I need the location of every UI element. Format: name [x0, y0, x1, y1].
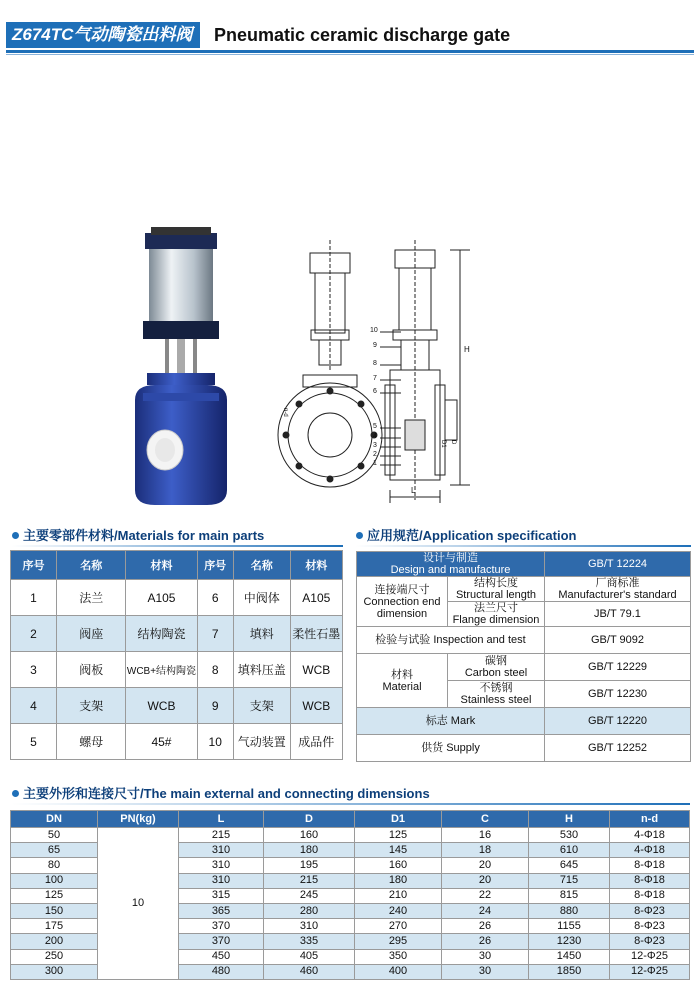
- bullet-icon: [12, 532, 19, 539]
- cell: 1230: [529, 934, 610, 949]
- cell: 45#: [126, 724, 197, 760]
- spec-table: [356, 551, 691, 762]
- spec-supply-label: 供货 Supply: [357, 735, 545, 762]
- cell: 法兰: [57, 580, 126, 616]
- cell: 125: [11, 888, 98, 903]
- cell: 支架: [57, 688, 126, 724]
- cell: 7: [197, 616, 233, 652]
- cell: 1: [11, 580, 57, 616]
- cell: 20: [442, 858, 529, 873]
- cell: WCB: [290, 652, 342, 688]
- spec-struct-value: [545, 577, 691, 602]
- spec-row-struct: [357, 577, 691, 602]
- cell: 阀板: [57, 652, 126, 688]
- cell: 280: [264, 903, 355, 918]
- spec-title-rule: [356, 545, 691, 547]
- cell: 螺母: [57, 724, 126, 760]
- materials-title-text: 主要零部件材料/Materials for main parts: [23, 528, 265, 543]
- cell: 480: [179, 964, 264, 979]
- part-number-9: 9: [373, 342, 377, 349]
- header-name: 名称: [57, 551, 126, 580]
- cell: WCB: [126, 688, 197, 724]
- cell: 215: [179, 828, 264, 843]
- cell: 370: [179, 934, 264, 949]
- cell: 400: [355, 964, 442, 979]
- spec-carbon-label: [448, 654, 545, 681]
- cell: 150: [11, 903, 98, 918]
- cell: 270: [355, 919, 442, 934]
- header-material: 材料: [126, 551, 197, 580]
- part-number-8: 8: [373, 360, 377, 367]
- cell: 2: [11, 616, 57, 652]
- spec-flange-en: Flange dimension: [452, 614, 540, 626]
- header-nd: n-d: [610, 811, 690, 828]
- english-title: Pneumatic ceramic discharge gate: [214, 25, 511, 45]
- cell: 310: [179, 858, 264, 873]
- cell: 180: [355, 873, 442, 888]
- spec-inspect-value: GB/T 9092: [545, 627, 691, 654]
- header-rule-thin: [6, 54, 694, 55]
- spec-struct-value-en: Manufacturer's standard: [558, 589, 677, 601]
- part-number-7: 7: [373, 375, 377, 382]
- cell: 30: [442, 964, 529, 979]
- table-row: [11, 724, 343, 760]
- cell: 1155: [529, 919, 610, 934]
- cell: 5: [11, 724, 57, 760]
- cell: 4: [11, 688, 57, 724]
- header-no: 序号: [11, 551, 57, 580]
- cell: 20: [442, 873, 529, 888]
- model-title: Z674TC气动陶瓷出料阀: [6, 22, 200, 48]
- cell: 填料压盖: [233, 652, 290, 688]
- spec-inspect-label: 检验与试验 Inspection and test: [357, 627, 545, 654]
- cell: 30: [442, 949, 529, 964]
- cell: WCB: [290, 688, 342, 724]
- part-number-5: 5: [373, 423, 377, 430]
- spec-material-cn: 材料: [391, 668, 413, 681]
- cell: 200: [11, 934, 98, 949]
- part-number-4: 4: [373, 433, 377, 440]
- spec-material-label: [357, 654, 448, 708]
- cell: 结构陶瓷: [126, 616, 197, 652]
- materials-title-rule: [12, 545, 343, 547]
- spec-stainless-label: [448, 681, 545, 708]
- cell: 成品件: [290, 724, 342, 760]
- part-number-2: 2: [373, 451, 377, 458]
- cell: 8-Φ18: [610, 858, 690, 873]
- spec-flange-cn: 法兰尺寸: [474, 602, 518, 614]
- dimensions-title-text: 主要外形和连接尺寸/The main external and connecting dimensions: [23, 786, 430, 801]
- spec-material-en: Material: [382, 680, 422, 693]
- cell: 1450: [529, 949, 610, 964]
- table-row: [11, 688, 343, 724]
- cell: 8: [197, 652, 233, 688]
- spec-struct-label: [448, 577, 545, 602]
- cell: 气动装置: [233, 724, 290, 760]
- cell: 22: [442, 888, 529, 903]
- cell: 8-Φ23: [610, 919, 690, 934]
- cell: 250: [11, 949, 98, 964]
- cell: 405: [264, 949, 355, 964]
- dimension-label-d: D: [450, 440, 456, 445]
- header-no: 序号: [197, 551, 233, 580]
- cell: 350: [355, 949, 442, 964]
- spec-row-design: [357, 552, 691, 577]
- spec-carbon-cn: 碳钢: [485, 655, 507, 667]
- cell: 8-Φ18: [610, 873, 690, 888]
- cell: 180: [264, 843, 355, 858]
- cell: A105: [290, 580, 342, 616]
- dimensions-table: [10, 810, 690, 980]
- spec-flange-value: JB/T 79.1: [545, 602, 691, 627]
- cell: 100: [11, 873, 98, 888]
- cell: 50: [11, 828, 98, 843]
- table-header-row: [11, 551, 343, 580]
- cell: 8-Φ23: [610, 934, 690, 949]
- header-dn: DN: [11, 811, 98, 828]
- cell: 240: [355, 903, 442, 918]
- spec-flange-label: [448, 602, 545, 627]
- header-h: H: [529, 811, 610, 828]
- cell: 530: [529, 828, 610, 843]
- cell: 335: [264, 934, 355, 949]
- cell: 10: [197, 724, 233, 760]
- header-name: 名称: [233, 551, 290, 580]
- cell: 195: [264, 858, 355, 873]
- dimension-label-d1: D1: [440, 440, 446, 448]
- spec-struct-en: Structural length: [455, 589, 537, 601]
- cell: 160: [355, 858, 442, 873]
- header-material: 材料: [290, 551, 342, 580]
- table-row: [11, 616, 343, 652]
- cell: 370: [179, 919, 264, 934]
- cell: 315: [179, 888, 264, 903]
- spec-mark-value: GB/T 12220: [545, 708, 691, 735]
- spec-conn-en2: dimension: [376, 607, 428, 620]
- spec-design-en: Design and manufacture: [390, 564, 511, 576]
- cell: 815: [529, 888, 610, 903]
- cell: 310: [179, 843, 264, 858]
- cell: 4-Φ18: [610, 843, 690, 858]
- cell: 645: [529, 858, 610, 873]
- spec-conn-en1: Connection end: [363, 595, 441, 608]
- cell: 125: [355, 828, 442, 843]
- technical-drawing: [275, 235, 475, 510]
- spec-struct-cn: 结构长度: [474, 577, 518, 589]
- cell: 12-Φ25: [610, 964, 690, 979]
- bullet-icon: [356, 532, 363, 539]
- dimension-label-h: H: [464, 345, 470, 354]
- cell: 8-Φ23: [610, 903, 690, 918]
- table-header-row: [11, 811, 690, 828]
- header-l: L: [179, 811, 264, 828]
- cell: 1850: [529, 964, 610, 979]
- cell: 4-Φ18: [610, 828, 690, 843]
- spec-title-text: 应用规范/Application specification: [367, 528, 577, 543]
- part-number-3: 3: [373, 442, 377, 449]
- spec-design-cn: 设计与制造: [423, 552, 478, 564]
- cell-pn: 10: [98, 828, 179, 980]
- cell: 支架: [233, 688, 290, 724]
- part-number-10: 10: [370, 327, 378, 334]
- cell: 80: [11, 858, 98, 873]
- spec-row-supply: [357, 735, 691, 762]
- cell: 填料: [233, 616, 290, 652]
- spec-carbon-value: GB/T 12229: [545, 654, 691, 681]
- spec-design-label: [357, 552, 545, 577]
- part-number-1: 1: [373, 460, 377, 467]
- cell: 175: [11, 919, 98, 934]
- table-row: [11, 828, 690, 843]
- cell: 18: [442, 843, 529, 858]
- spec-row-mark: [357, 708, 691, 735]
- cell: 柔性石墨: [290, 616, 342, 652]
- header-d1: D1: [355, 811, 442, 828]
- cell: 310: [264, 919, 355, 934]
- table-row: [11, 652, 343, 688]
- spec-row-carbon: [357, 654, 691, 681]
- cell: 160: [264, 828, 355, 843]
- spec-carbon-en: Carbon steel: [464, 667, 528, 679]
- dimension-label-l: L: [411, 486, 416, 495]
- cell: 26: [442, 919, 529, 934]
- spec-design-value: GB/T 12224: [545, 552, 691, 577]
- cell: 6: [197, 580, 233, 616]
- cell: 310: [179, 873, 264, 888]
- spec-conn-cn: 连接端尺寸: [374, 583, 430, 596]
- cell: 215: [264, 873, 355, 888]
- cell: 460: [264, 964, 355, 979]
- materials-section-title: [12, 528, 264, 544]
- cell: 365: [179, 903, 264, 918]
- cell: 450: [179, 949, 264, 964]
- cell: 24: [442, 903, 529, 918]
- cell: 295: [355, 934, 442, 949]
- cell: 715: [529, 873, 610, 888]
- cell: WCB+结构陶瓷: [126, 652, 197, 688]
- page-header: [6, 22, 694, 48]
- cell: 145: [355, 843, 442, 858]
- cell: 300: [11, 964, 98, 979]
- cell: 8-Φ18: [610, 888, 690, 903]
- spec-row-inspect: [357, 627, 691, 654]
- header-d: D: [264, 811, 355, 828]
- cell: 210: [355, 888, 442, 903]
- spec-stainless-cn: 不锈钢: [479, 682, 513, 694]
- cell: 12-Φ25: [610, 949, 690, 964]
- valve-photo: [125, 225, 237, 515]
- cell: 16: [442, 828, 529, 843]
- table-row: [11, 580, 343, 616]
- dimensions-title-rule: [12, 803, 690, 805]
- materials-table: [10, 550, 343, 760]
- dimension-label-nd: n-d: [282, 408, 288, 417]
- cell: 65: [11, 843, 98, 858]
- cell: 245: [264, 888, 355, 903]
- cell: 阀座: [57, 616, 126, 652]
- cell: A105: [126, 580, 197, 616]
- spec-struct-value-cn: 厂商标准: [595, 577, 640, 589]
- spec-mark-label: 标志 Mark: [357, 708, 545, 735]
- spec-stainless-en: Stainless steel: [460, 694, 532, 706]
- bullet-icon: [12, 790, 19, 797]
- cell: 880: [529, 903, 610, 918]
- dimensions-section-title: [12, 786, 430, 802]
- cell: 中阀体: [233, 580, 290, 616]
- spec-stainless-value: GB/T 12230: [545, 681, 691, 708]
- part-number-6: 6: [373, 388, 377, 395]
- spec-section-title: [356, 528, 576, 544]
- cell: 9: [197, 688, 233, 724]
- header-rule: [6, 50, 694, 53]
- cell: 3: [11, 652, 57, 688]
- header-c: C: [442, 811, 529, 828]
- spec-conn-label: [357, 577, 448, 627]
- cell: 26: [442, 934, 529, 949]
- spec-supply-value: GB/T 12252: [545, 735, 691, 762]
- cell: 610: [529, 843, 610, 858]
- header-pn: PN(kg): [98, 811, 179, 828]
